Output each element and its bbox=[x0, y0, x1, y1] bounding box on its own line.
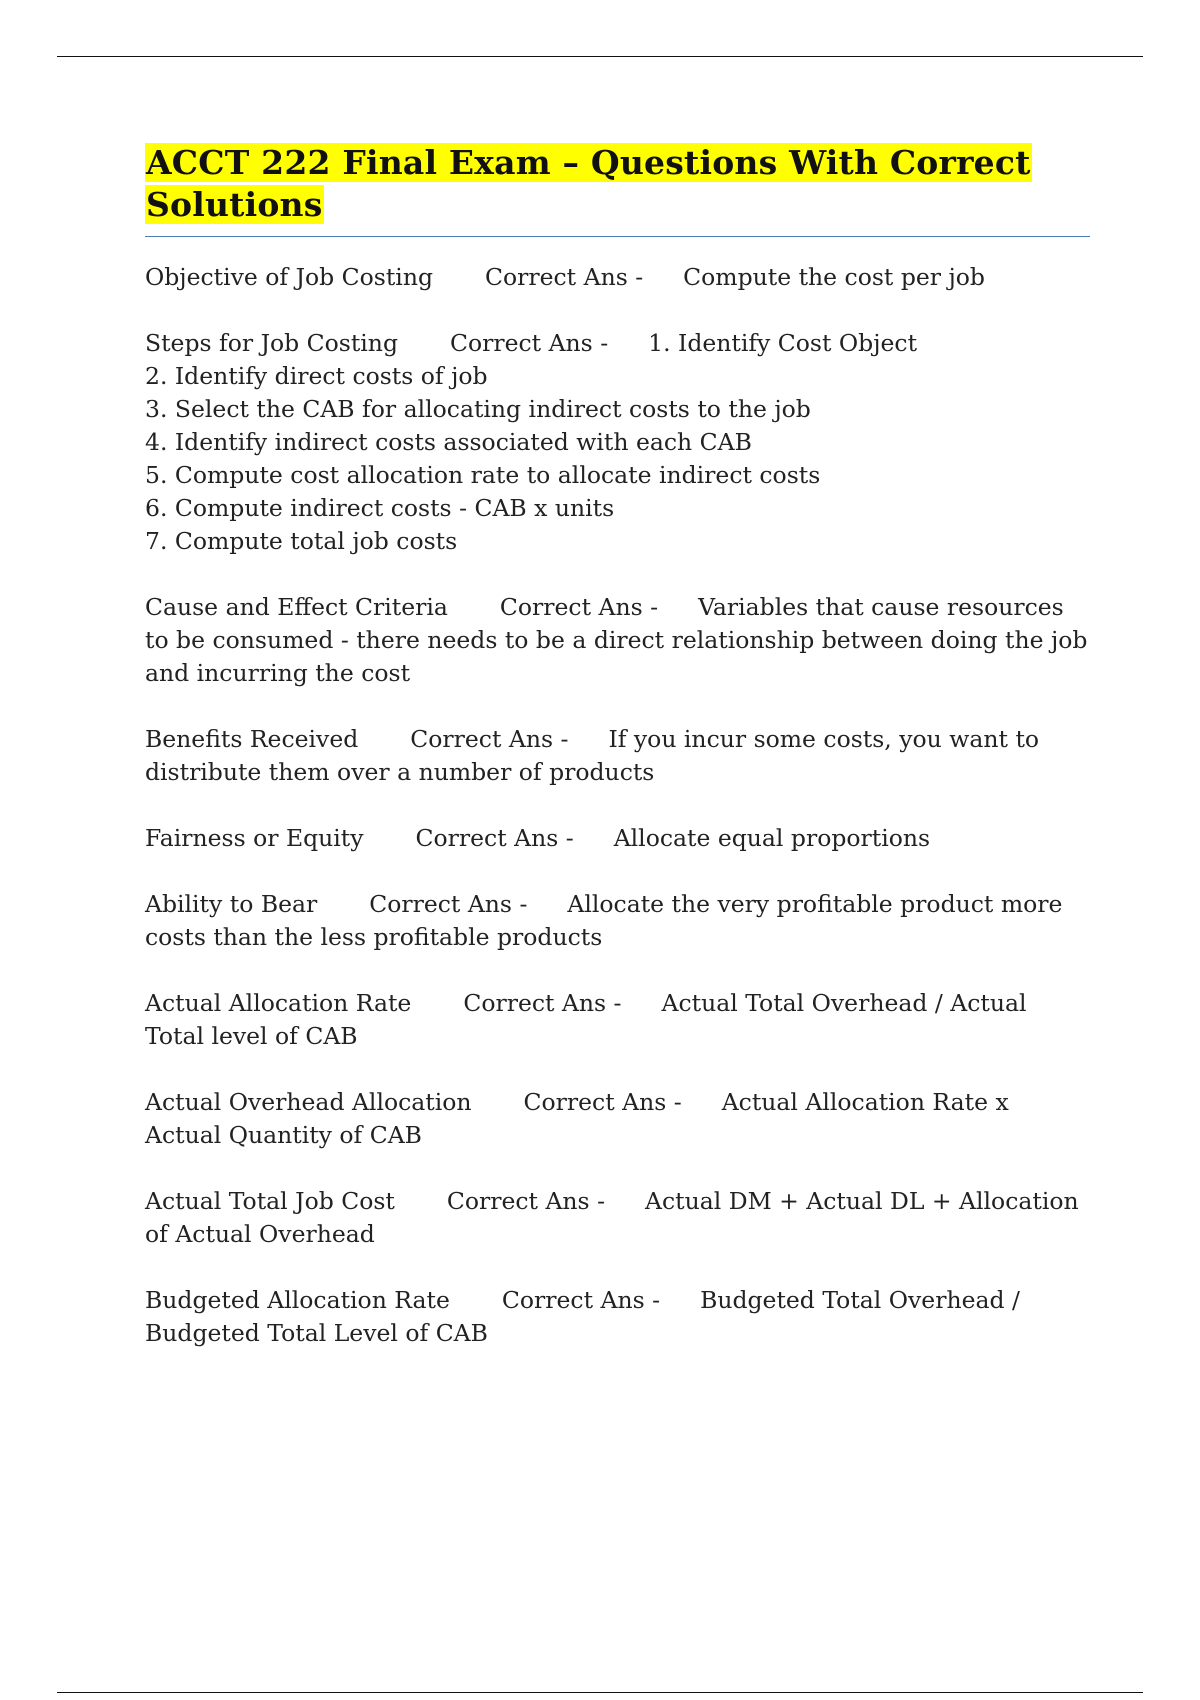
answer-label: Correct Ans - bbox=[485, 263, 644, 291]
question-text: Benefits Received bbox=[145, 725, 359, 753]
answer-text: Actual DM + Actual DL + Allocation of Actual Overhead bbox=[145, 1187, 1079, 1248]
document-body bbox=[145, 142, 1090, 1383]
answer-label: Correct Ans - bbox=[415, 824, 574, 852]
question-text: Fairness or Equity bbox=[145, 824, 364, 852]
answer-label: Correct Ans - bbox=[369, 890, 528, 918]
answer-text: Actual Total Overhead / Actual Total level of CAB bbox=[145, 989, 1027, 1050]
question-text: Budgeted Allocation Rate bbox=[145, 1286, 450, 1314]
answer-text: 1. Identify Cost Object bbox=[648, 329, 918, 357]
answer-label: Correct Ans - bbox=[463, 989, 622, 1017]
document-title bbox=[145, 142, 1090, 226]
answer-label: Correct Ans - bbox=[523, 1088, 682, 1116]
qa-item bbox=[145, 327, 1090, 558]
question-text: Objective of Job Costing bbox=[145, 263, 434, 291]
answer-step: 6. Compute indirect costs - CAB x units bbox=[145, 494, 615, 522]
qa-item bbox=[145, 1185, 1090, 1251]
qa-item bbox=[145, 723, 1090, 789]
answer-text: Actual Allocation Rate x Actual Quantity of CAB bbox=[145, 1088, 1009, 1149]
qa-item bbox=[145, 1086, 1090, 1152]
answer-step: 3. Select the CAB for allocating indirect costs to the job bbox=[145, 395, 811, 423]
qa-item bbox=[145, 888, 1090, 954]
qa-item bbox=[145, 822, 1090, 855]
question-text: Actual Allocation Rate bbox=[145, 989, 412, 1017]
qa-item bbox=[145, 591, 1090, 690]
answer-text: Allocate the very profitable product more costs than the less profitable products bbox=[145, 890, 1063, 951]
answer-label: Correct Ans - bbox=[499, 593, 659, 621]
answer-step: 7. Compute total job costs bbox=[145, 527, 458, 555]
question-text: Actual Total Job Cost bbox=[145, 1187, 395, 1215]
title-underline bbox=[145, 236, 1090, 237]
question-text: Cause and Effect Criteria bbox=[145, 593, 448, 621]
question-text: Steps for Job Costing bbox=[145, 329, 398, 357]
answer-label: Correct Ans - bbox=[449, 329, 609, 357]
header-rule bbox=[57, 56, 1143, 57]
answer-step: 5. Compute cost allocation rate to allocate indirect costs bbox=[145, 461, 821, 489]
answer-text: Allocate equal proportions bbox=[613, 824, 931, 852]
answer-step: 4. Identify indirect costs associated with each CAB bbox=[145, 428, 752, 456]
answer-text: Variables that cause resources to be consumed - there needs to be a direct relationship between doing the job and incurring the cost bbox=[145, 593, 1088, 687]
title-highlight: ACCT 222 Final Exam – Questions With Correct Solutions bbox=[146, 143, 1031, 224]
qa-list bbox=[145, 261, 1090, 1350]
answer-step: 2. Identify direct costs of job bbox=[145, 362, 488, 390]
qa-item bbox=[145, 987, 1090, 1053]
question-text: Ability to Bear bbox=[145, 890, 318, 918]
qa-item bbox=[145, 1284, 1090, 1350]
answer-text: Compute the cost per job bbox=[683, 263, 985, 291]
answer-label: Correct Ans - bbox=[446, 1187, 606, 1215]
qa-item bbox=[145, 261, 1090, 294]
answer-text: Budgeted Total Overhead / Budgeted Total Level of CAB bbox=[145, 1286, 1020, 1347]
answer-text: If you incur some costs, you want to distribute them over a number of products bbox=[145, 725, 1040, 786]
answer-label: Correct Ans - bbox=[501, 1286, 661, 1314]
answer-label: Correct Ans - bbox=[410, 725, 569, 753]
footer-rule bbox=[57, 1692, 1143, 1693]
question-text: Actual Overhead Allocation bbox=[145, 1088, 472, 1116]
